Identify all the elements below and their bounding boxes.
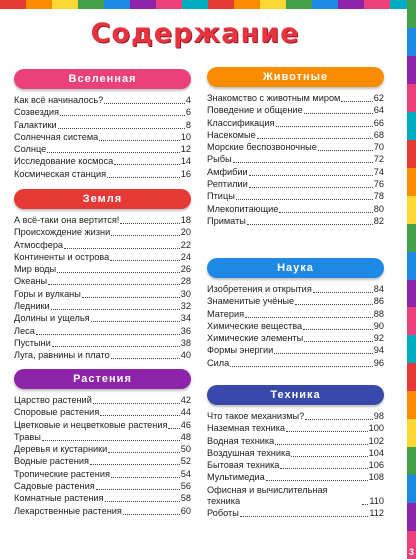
- toc-entry[interactable]: [14, 456, 191, 467]
- dot-leader: [257, 138, 373, 139]
- dot-leader: [291, 456, 367, 457]
- toc-entry[interactable]: [207, 216, 384, 227]
- dot-leader: [341, 101, 372, 102]
- stripe-segment: [260, 0, 286, 9]
- entry-title: Материя: [207, 308, 245, 319]
- entry-page-number: 36: [180, 325, 191, 336]
- stripe-segment: [182, 0, 208, 9]
- dot-leader: [362, 504, 368, 505]
- dot-leader: [280, 468, 367, 469]
- entry-page-number: 14: [180, 156, 191, 167]
- toc-entry[interactable]: [207, 167, 384, 178]
- entry-page-number: 60: [180, 505, 191, 516]
- dot-leader: [58, 128, 185, 129]
- entry-title: Млекопитающие: [207, 203, 279, 214]
- toc-entry[interactable]: [14, 420, 191, 431]
- stripe-segment: [407, 419, 416, 447]
- entry-page-number: 104: [368, 447, 384, 458]
- toc-entry[interactable]: [207, 345, 384, 356]
- entry-title: Атмосфера: [14, 239, 64, 250]
- entry-title: Что такое механизмы?: [207, 411, 305, 421]
- entry-list: [207, 93, 384, 227]
- dot-leader: [279, 212, 372, 213]
- entry-title: Ледники: [14, 301, 50, 312]
- entry-title: Океаны: [14, 276, 48, 287]
- stripe-segment: [208, 0, 234, 9]
- toc-entry[interactable]: [14, 264, 191, 275]
- entry-list: [14, 215, 191, 361]
- toc-entry[interactable]: [14, 481, 191, 492]
- toc-entry[interactable]: [207, 284, 384, 295]
- stripe-segment: [407, 447, 416, 475]
- entry-page-number: 102: [368, 435, 384, 446]
- toc-entry[interactable]: [14, 350, 191, 361]
- entry-title: Солнце: [14, 144, 47, 155]
- dot-leader: [111, 235, 180, 236]
- entry-title: Споровые растения: [14, 407, 100, 418]
- dot-leader: [276, 126, 373, 127]
- dot-leader: [286, 431, 368, 432]
- entry-title: Бытовая техника: [207, 460, 280, 471]
- dot-leader: [230, 366, 373, 367]
- dot-leader: [82, 297, 180, 298]
- toc-entry[interactable]: [14, 326, 191, 337]
- dot-leader: [245, 317, 373, 318]
- stripe-segment: [52, 0, 78, 9]
- entry-title: Формы энергии: [207, 345, 274, 356]
- section-header: Вселенная: [14, 69, 191, 89]
- toc-entry[interactable]: [14, 276, 191, 287]
- toc-entry[interactable]: [207, 191, 384, 202]
- stripe-segment: [338, 0, 364, 9]
- toc-entry[interactable]: [207, 309, 384, 320]
- entry-title: Химические вещества: [207, 320, 303, 331]
- dot-leader: [108, 452, 179, 453]
- entry-title: Созвездия: [14, 107, 60, 118]
- dot-leader: [96, 489, 180, 490]
- entry-page-number: 28: [180, 276, 191, 287]
- entry-title: Изобретения и открытия: [207, 284, 312, 294]
- top-color-stripe: [0, 0, 416, 9]
- dot-leader: [111, 477, 180, 478]
- section-header: Земля: [14, 189, 191, 209]
- entry-page-number: 6: [185, 107, 191, 118]
- stripe-segment: [364, 0, 390, 9]
- entry-page-number: 42: [180, 395, 191, 405]
- toc-entry[interactable]: [14, 95, 191, 106]
- toc-entry[interactable]: [207, 154, 384, 165]
- stripe-segment: [234, 0, 260, 9]
- entry-title: Солнечная система: [14, 131, 99, 142]
- entry-page-number: 50: [180, 444, 191, 455]
- entry-title: Воздушная техника: [207, 447, 291, 458]
- stripe-segment: [407, 196, 416, 224]
- entry-page-number: 78: [373, 191, 384, 202]
- section-earth: [14, 189, 191, 363]
- entry-title: Насекомые: [207, 129, 256, 140]
- entry-page-number: 72: [373, 154, 384, 165]
- toc-entry[interactable]: [207, 460, 384, 471]
- entry-page-number: 52: [180, 456, 191, 467]
- entry-title: Галактики: [14, 119, 57, 130]
- toc-entry[interactable]: [14, 120, 191, 131]
- entry-page-number: 18: [180, 215, 191, 225]
- entry-page-number: 64: [373, 105, 384, 116]
- toc-entry[interactable]: [14, 227, 191, 238]
- dot-leader: [249, 187, 373, 188]
- stripe-segment: [407, 307, 416, 335]
- toc-entry[interactable]: [14, 240, 191, 251]
- dot-leader: [110, 260, 180, 261]
- stripe-segment: [104, 0, 130, 9]
- entry-page-number: 112: [369, 508, 384, 519]
- entry-title: Рыбы: [207, 154, 232, 165]
- entry-page-number: 88: [373, 308, 384, 319]
- entry-title: Знаменитые учёные: [207, 296, 295, 307]
- dot-leader: [249, 175, 373, 176]
- section-header: Наука: [207, 258, 384, 278]
- entry-page-number: 58: [180, 493, 191, 504]
- entry-title: Мир воды: [14, 264, 57, 275]
- toc-entry[interactable]: [14, 338, 191, 349]
- stripe-segment: [407, 363, 416, 391]
- entry-page-number: 70: [373, 142, 384, 153]
- entry-page-number: 106: [368, 460, 384, 471]
- toc-entry[interactable]: [14, 215, 191, 226]
- entry-page-number: 54: [180, 468, 191, 479]
- dot-leader: [104, 103, 185, 104]
- entry-title: Долины и ущелья: [14, 313, 90, 324]
- entry-page-number: 34: [180, 313, 191, 324]
- entry-title: Химические элементы: [207, 333, 304, 344]
- toc-entry[interactable]: [207, 333, 384, 344]
- dot-leader: [318, 150, 373, 151]
- entry-page-number: 92: [373, 333, 384, 344]
- dot-leader: [266, 480, 368, 481]
- dot-leader: [42, 440, 180, 441]
- entry-page-number: 98: [373, 411, 384, 421]
- dot-leader: [100, 415, 179, 416]
- entry-list: [14, 395, 191, 517]
- dot-leader: [233, 162, 373, 163]
- dot-leader: [304, 341, 372, 342]
- entry-page-number: 80: [373, 203, 384, 214]
- toc-entry[interactable]: [207, 358, 384, 369]
- dot-leader: [295, 304, 373, 305]
- dot-leader: [48, 284, 180, 285]
- entry-page-number: 38: [180, 337, 191, 348]
- entry-title: Мультимедиа: [207, 472, 265, 483]
- toc-entry[interactable]: [207, 142, 384, 153]
- dot-leader: [236, 199, 373, 200]
- toc-entry[interactable]: [207, 423, 384, 434]
- dot-leader: [91, 321, 180, 322]
- dot-leader: [105, 501, 180, 502]
- dot-leader: [93, 403, 180, 404]
- entry-page-number: 40: [180, 350, 191, 361]
- toc-entry[interactable]: [207, 118, 384, 129]
- dot-leader: [305, 419, 372, 420]
- stripe-segment: [407, 0, 416, 28]
- entry-title: Луга, равнины и плато: [14, 350, 110, 361]
- dot-leader: [47, 152, 180, 153]
- dot-leader: [114, 164, 180, 165]
- stripe-segment: [407, 224, 416, 252]
- entry-title: Птицы: [207, 191, 235, 202]
- entry-page-number: 8: [185, 119, 191, 130]
- entry-title: Пустыни: [14, 337, 51, 348]
- entry-title: Исследование космоса: [14, 156, 114, 167]
- section-animals: [207, 67, 384, 228]
- entry-page-number: 48: [180, 431, 191, 442]
- dot-leader: [240, 516, 369, 517]
- stripe-segment: [407, 280, 416, 308]
- entry-page-number: 12: [180, 144, 191, 155]
- stripe-segment: [407, 56, 416, 84]
- entry-title: Травы: [14, 431, 41, 442]
- entry-title: Поведение и общение: [207, 105, 303, 116]
- stripe-segment: [156, 0, 182, 9]
- toc-entry[interactable]: [14, 469, 191, 480]
- entry-list: [207, 284, 384, 369]
- entry-page-number: 68: [373, 129, 384, 140]
- entry-page-number: 62: [373, 93, 384, 103]
- toc-entry[interactable]: [14, 301, 191, 312]
- entry-title: Космическая станция: [14, 168, 107, 179]
- dot-leader: [51, 309, 180, 310]
- dot-leader: [120, 223, 179, 224]
- toc-entry[interactable]: [14, 252, 191, 263]
- entry-title: Водные растения: [14, 456, 89, 467]
- entry-title: Офисная и вычислительная техника: [207, 484, 328, 506]
- entry-title: Рептилии: [207, 179, 248, 190]
- dot-leader: [64, 248, 180, 249]
- entry-title: Континенты и острова: [14, 251, 110, 262]
- entry-title: Как всё начиналось?: [14, 95, 104, 105]
- toc-entry[interactable]: [14, 144, 191, 155]
- entry-page-number: 46: [180, 419, 191, 430]
- entry-page-number: 110: [369, 495, 384, 506]
- entry-page-number: 32: [180, 301, 191, 312]
- dot-leader: [107, 177, 180, 178]
- entry-page-number: 96: [373, 357, 384, 368]
- toc-entry[interactable]: [207, 436, 384, 447]
- entry-title: Сила: [207, 357, 230, 368]
- toc-entry[interactable]: [14, 444, 191, 455]
- section-technology: [207, 385, 384, 520]
- dot-leader: [247, 224, 373, 225]
- entry-page-number: 16: [180, 168, 191, 179]
- dot-leader: [99, 140, 180, 141]
- section-header: Животные: [207, 67, 384, 87]
- dot-leader: [60, 115, 185, 116]
- toc-entry[interactable]: [14, 289, 191, 300]
- toc-entry[interactable]: [207, 508, 384, 519]
- section-header: Техника: [207, 385, 384, 405]
- entry-title: Классификация: [207, 117, 275, 128]
- entry-page-number: 4: [185, 95, 191, 105]
- toc-entry[interactable]: [14, 156, 191, 167]
- toc-entry[interactable]: [14, 132, 191, 143]
- stripe-segment: [407, 168, 416, 196]
- entry-title: Тропические растения: [14, 468, 110, 479]
- entry-page-number: 90: [373, 320, 384, 331]
- entry-title: Водная техника: [207, 435, 275, 446]
- entry-title: Амфибии: [207, 166, 248, 177]
- entry-title: Леса: [14, 325, 35, 336]
- section-universe: [14, 69, 191, 181]
- entry-title: Царство растений: [14, 395, 92, 405]
- page-title: Содержание: [90, 18, 300, 49]
- stripe-segment: [407, 391, 416, 419]
- entry-list: [207, 411, 384, 519]
- dot-leader: [275, 444, 367, 445]
- stripe-segment: [407, 503, 416, 531]
- entry-title: Горы и вулканы: [14, 288, 81, 299]
- stripe-segment: [407, 140, 416, 168]
- stripe-segment: [130, 0, 156, 9]
- dot-leader: [111, 358, 180, 359]
- entry-page-number: 84: [373, 284, 384, 294]
- entry-page-number: 82: [373, 215, 384, 226]
- entry-title: Роботы: [207, 508, 239, 519]
- dot-leader: [52, 346, 180, 347]
- entry-page-number: 108: [368, 472, 384, 483]
- toc-entry[interactable]: [207, 411, 384, 422]
- stripe-segment: [0, 0, 26, 9]
- dot-leader: [168, 428, 179, 429]
- toc-entry[interactable]: [14, 432, 191, 443]
- toc-entry[interactable]: [207, 296, 384, 307]
- toc-entry[interactable]: [14, 313, 191, 324]
- dot-leader: [90, 464, 180, 465]
- toc-entry[interactable]: [14, 395, 191, 406]
- entry-page-number: 20: [180, 227, 191, 238]
- dot-leader: [57, 272, 180, 273]
- page-number: 3: [408, 547, 414, 557]
- stripe-segment: [407, 28, 416, 56]
- entry-title: Комнатные растения: [14, 493, 104, 504]
- entry-title: Морские беспозвоночные: [207, 142, 317, 153]
- dot-leader: [313, 292, 373, 293]
- section-header: Растения: [14, 369, 191, 389]
- toc-entry[interactable]: [207, 93, 384, 104]
- entry-page-number: 76: [373, 179, 384, 190]
- entry-title: Наземная техника: [207, 423, 286, 434]
- section-plants: [14, 369, 191, 518]
- entry-title: Садовые растения: [14, 481, 95, 492]
- entry-page-number: 22: [180, 239, 191, 250]
- toc-entry[interactable]: [14, 407, 191, 418]
- toc-entry[interactable]: [207, 204, 384, 215]
- entry-title: Цветковые и нецветковые растения: [14, 419, 168, 430]
- toc-entry[interactable]: [207, 472, 384, 483]
- entry-page-number: 66: [373, 117, 384, 128]
- stripe-segment: [407, 475, 416, 503]
- toc-entry[interactable]: [207, 130, 384, 141]
- section-science: [207, 258, 384, 370]
- stripe-segment: [26, 0, 52, 9]
- dot-leader: [123, 514, 180, 515]
- entry-page-number: 100: [368, 423, 384, 434]
- entry-title: Происхождение жизни: [14, 227, 111, 238]
- toc-entry[interactable]: [207, 448, 384, 459]
- toc-entry[interactable]: [207, 321, 384, 332]
- entry-page-number: 56: [180, 481, 191, 492]
- entry-page-number: 44: [180, 407, 191, 418]
- entry-title: Приматы: [207, 215, 246, 226]
- entry-title: Лекарственные растения: [14, 505, 122, 516]
- toc-entry[interactable]: [207, 179, 384, 190]
- toc-entry[interactable]: [14, 506, 191, 517]
- stripe-segment: [312, 0, 338, 9]
- dot-leader: [304, 113, 373, 114]
- entry-page-number: 24: [180, 251, 191, 262]
- entry-page-number: 30: [180, 288, 191, 299]
- stripe-segment: [407, 84, 416, 112]
- toc-entry[interactable]: [14, 493, 191, 504]
- dot-leader: [36, 334, 180, 335]
- entry-list: [14, 95, 191, 180]
- entry-page-number: 74: [373, 166, 384, 177]
- entry-title: А всё-таки она вертится!: [14, 215, 120, 225]
- dot-leader: [303, 329, 373, 330]
- right-color-stripe: [407, 0, 416, 559]
- entry-page-number: 26: [180, 264, 191, 275]
- entry-page-number: 86: [373, 296, 384, 307]
- toc-entry[interactable]: [207, 105, 384, 116]
- entry-page-number: 10: [180, 131, 191, 142]
- stripe-segment: [407, 335, 416, 363]
- stripe-segment: [407, 252, 416, 280]
- stripe-segment: [78, 0, 104, 9]
- entry-title: Знакомство с животным миром: [207, 93, 341, 103]
- stripe-segment: [407, 112, 416, 140]
- toc-entry[interactable]: [207, 485, 384, 507]
- toc-entry[interactable]: [14, 107, 191, 118]
- dot-leader: [274, 353, 372, 354]
- stripe-segment: [286, 0, 312, 9]
- toc-entry[interactable]: [14, 169, 191, 180]
- entry-title: Деревья и кустарники: [14, 444, 108, 455]
- entry-page-number: 94: [373, 345, 384, 356]
